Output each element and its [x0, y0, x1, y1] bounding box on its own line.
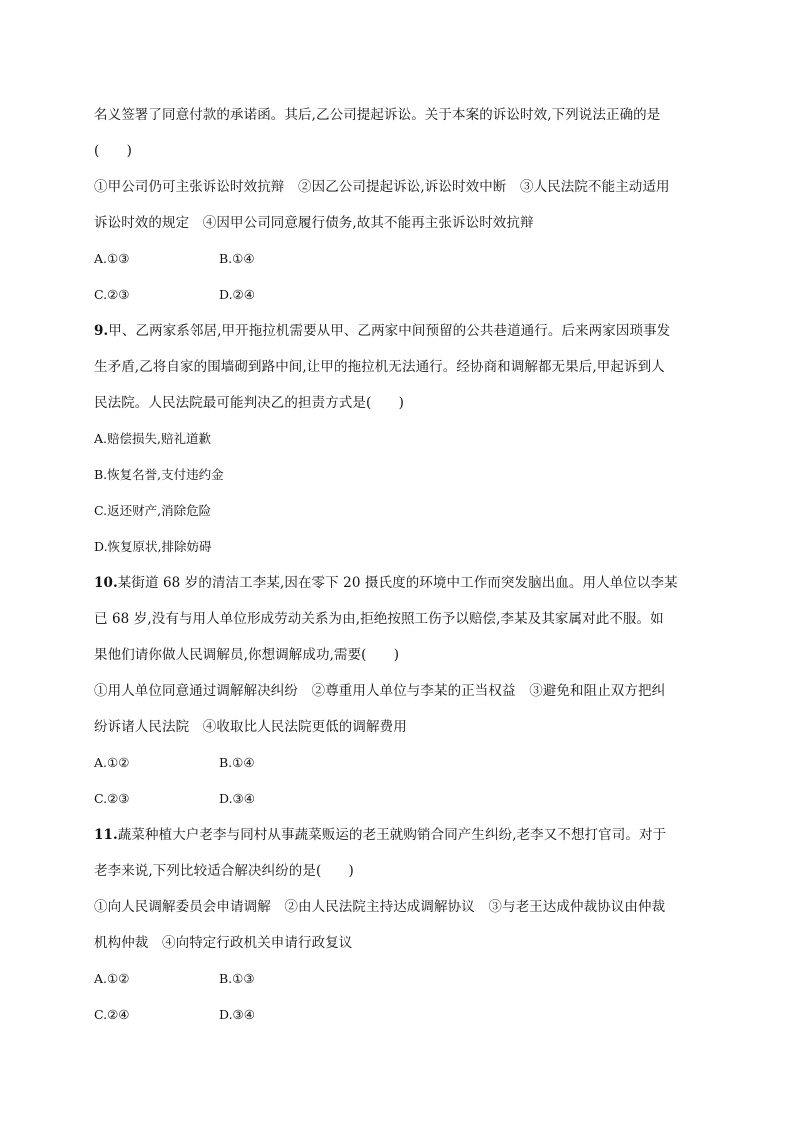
q11-option-b[interactable]: B.①③	[219, 971, 255, 986]
q8-statements-line-1: ①甲公司仍可主张诉讼时效抗辩 ②因乙公司提起诉讼,诉讼时效中断 ③人民法院不能主动适用	[94, 179, 670, 195]
q10-option-c[interactable]: C.②③	[94, 791, 130, 806]
q10-options-row-1	[94, 754, 494, 772]
q8-stem-line-1: 名义签署了同意付款的承诺函。其后,乙公司提起诉讼。关于本案的诉讼时效,下列说法正确的是	[94, 107, 661, 123]
q9-option-b[interactable]: B.恢复名誉,支付违约金	[94, 467, 224, 482]
q8-answer-paren: ( )	[94, 143, 132, 159]
q10-stem-line-1	[94, 574, 714, 592]
q10-option-b[interactable]: B.①④	[219, 755, 255, 770]
q11-number: 11.	[94, 827, 118, 843]
q8-option-b[interactable]: B.①④	[219, 251, 255, 266]
q9-option-c[interactable]: C.返还财产,消除危险	[94, 503, 212, 518]
q10-statements-line-2: 纷诉诸人民法院 ④收取比人民法院更低的调解费用	[94, 719, 407, 735]
q8-statements-line-2: 诉讼时效的规定 ④因甲公司同意履行债务,故其不能再主张诉讼时效抗辩	[94, 215, 534, 231]
q10-statements-line-1: ①用人单位同意通过调解解决纠纷 ②尊重用人单位与李某的正当权益 ③避免和阻止双方把纠	[94, 683, 666, 699]
q11-stem-text-1: 蔬菜种植大户老李与同村从事蔬菜贩运的老王就购销合同产生纠纷,老李又不想打官司。对于	[117, 827, 667, 843]
q10-option-d[interactable]: D.③④	[219, 791, 255, 806]
q8-options-row-2	[94, 286, 494, 304]
q9-stem-line-3: 民法院。人民法院最可能判决乙的担责方式是( )	[94, 395, 404, 411]
q11-stem-line-1	[94, 826, 714, 844]
q10-stem-line-3: 果他们请你做人民调解员,你想调解成功,需要( )	[94, 647, 400, 663]
q11-option-d[interactable]: D.③④	[219, 1007, 255, 1022]
q11-statements-line-1: ①向人民调解委员会申请调解 ②由人民法院主持达成调解协议 ③与老王达成仲裁协议由仲裁	[94, 899, 666, 915]
q10-options-row-2	[94, 790, 494, 808]
q8-option-d[interactable]: D.②④	[219, 287, 255, 302]
q11-option-a[interactable]: A.①②	[94, 971, 130, 986]
q11-option-c[interactable]: C.②④	[94, 1007, 130, 1022]
q8-option-a[interactable]: A.①③	[94, 251, 130, 266]
q10-stem-line-2: 已 68 岁,没有与用人单位形成劳动关系为由,拒绝按照工伤予以赔偿,李某及其家属对此不服。如	[94, 611, 664, 627]
q10-option-a[interactable]: A.①②	[94, 755, 130, 770]
q10-number: 10.	[94, 575, 118, 591]
q8-options-row-1	[94, 250, 494, 268]
q9-stem-line-1	[94, 322, 714, 340]
q9-option-a[interactable]: A.赔偿损失,赔礼道歉	[94, 431, 211, 446]
q11-stem-line-2: 老李来说,下列比较适合解决纠纷的是( )	[94, 863, 354, 879]
q8-option-c[interactable]: C.②③	[94, 287, 130, 302]
q11-options-row-2	[94, 1006, 494, 1024]
q9-number: 9.	[94, 323, 109, 339]
q10-stem-text-1: 某街道 68 岁的清洁工李某,因在零下 20 摄氏度的环境中工作而突发脑出血。用人单位以李某	[117, 575, 678, 591]
q9-stem-text-1: 甲、乙两家系邻居,甲开拖拉机需要从甲、乙两家中间预留的公共巷道通行。后来两家因琐事发	[108, 323, 671, 339]
q9-stem-line-2: 生矛盾,乙将自家的围墙砌到路中间,让甲的拖拉机无法通行。经协商和调解都无果后,甲起诉到人	[94, 359, 665, 375]
q11-statements-line-2: 机构仲裁 ④向特定行政机关申请行政复议	[94, 935, 353, 951]
q9-option-d[interactable]: D.恢复原状,排除妨碍	[94, 539, 212, 554]
q11-options-row-1	[94, 970, 494, 988]
